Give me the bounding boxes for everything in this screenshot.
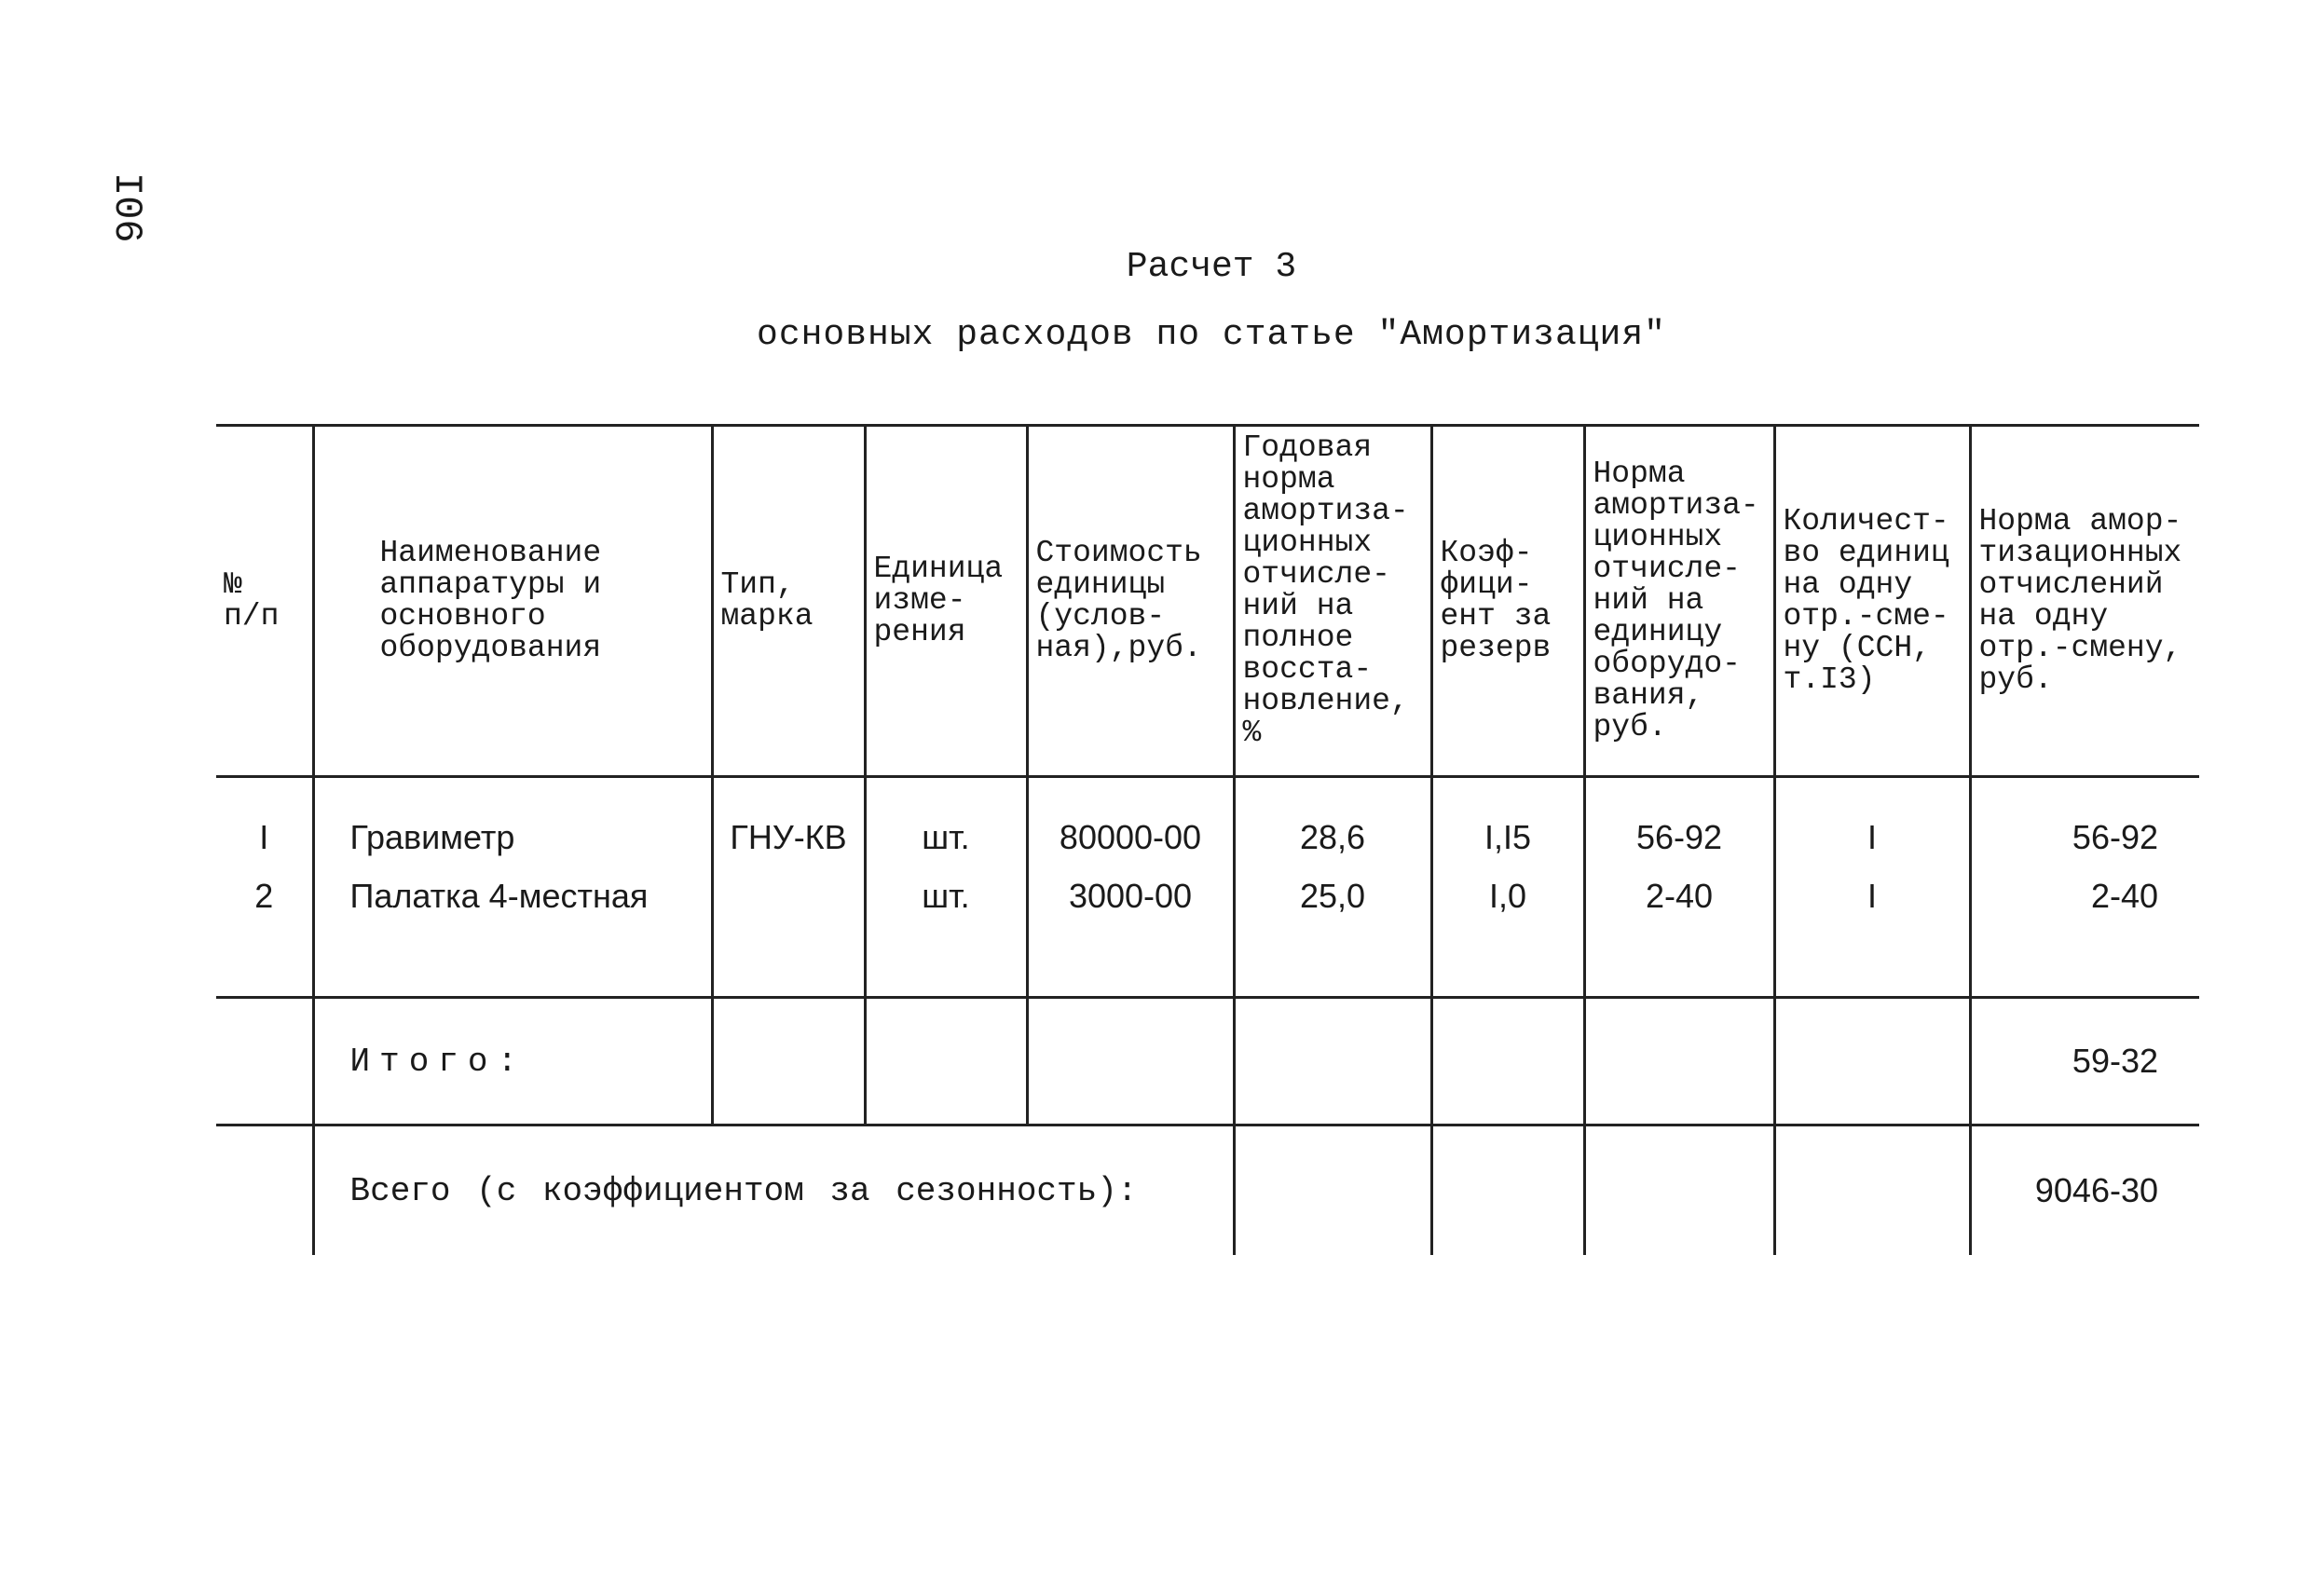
cell-num: I bbox=[216, 777, 313, 878]
amortization-table bbox=[216, 424, 2199, 1255]
cell-empty bbox=[1234, 1125, 1431, 1256]
cell-rate: 25,0 bbox=[1234, 877, 1431, 998]
cell-empty bbox=[1431, 1125, 1584, 1256]
cell-unit: шт. bbox=[865, 877, 1027, 998]
grand-total-value: 9046-30 bbox=[1970, 1125, 2199, 1256]
cell-empty bbox=[1431, 998, 1584, 1125]
cell-norm-unit: 2-40 bbox=[1584, 877, 1774, 998]
cell-rate: 28,6 bbox=[1234, 777, 1431, 878]
cell-qty: I bbox=[1774, 877, 1970, 998]
total-value: 59-32 bbox=[1970, 998, 2199, 1125]
cell-type bbox=[712, 877, 865, 998]
document-title: Расчет 3 bbox=[1126, 247, 1297, 287]
cell-empty bbox=[1234, 998, 1431, 1125]
total-label: Итого: bbox=[313, 998, 712, 1125]
document-subtitle: основных расходов по статье "Амортизация" bbox=[757, 315, 1666, 355]
header-cost: Стоимость единицы (услов- ная),руб. bbox=[1027, 426, 1234, 777]
cell-empty bbox=[1774, 998, 1970, 1125]
cell-empty bbox=[1027, 998, 1234, 1125]
cell-norm-unit: 56-92 bbox=[1584, 777, 1774, 878]
cell-num: 2 bbox=[216, 877, 313, 998]
cell-unit: шт. bbox=[865, 777, 1027, 878]
header-unit: Единица изме- рения bbox=[865, 426, 1027, 777]
header-annual-rate: Годовая норма амортиза- ционных отчисле- ний на полное восста- новление, % bbox=[1234, 426, 1431, 777]
header-num: № п/п bbox=[216, 426, 313, 777]
grand-total-label: Всего (с коэффициентом за сезонность): bbox=[313, 1125, 1234, 1256]
cell-empty bbox=[1584, 1125, 1774, 1256]
page-number: I06 bbox=[104, 172, 149, 243]
cell-name: Гравиметр bbox=[313, 777, 712, 878]
cell-norm-shift: 56-92 bbox=[1970, 777, 2199, 878]
cell-coef: I,I5 bbox=[1431, 777, 1584, 878]
cell-empty bbox=[216, 998, 313, 1125]
cell-cost: 3000-00 bbox=[1027, 877, 1234, 998]
table-row bbox=[216, 777, 2199, 878]
cell-empty bbox=[1584, 998, 1774, 1125]
cell-name: Палатка 4-местная bbox=[313, 877, 712, 998]
table-header-row bbox=[216, 426, 2199, 777]
cell-coef: I,0 bbox=[1431, 877, 1584, 998]
total-row bbox=[216, 998, 2199, 1125]
cell-cost: 80000-00 bbox=[1027, 777, 1234, 878]
header-coefficient: Коэф- фици- ент за резерв bbox=[1431, 426, 1584, 777]
table-row bbox=[216, 877, 2199, 998]
cell-qty: I bbox=[1774, 777, 1970, 878]
header-quantity: Количест- во единиц на одну отр.-сме- ну (ССН, т.I3) bbox=[1774, 426, 1970, 777]
cell-norm-shift: 2-40 bbox=[1970, 877, 2199, 998]
header-type: Тип, марка bbox=[712, 426, 865, 777]
cell-empty bbox=[216, 1125, 313, 1256]
cell-empty bbox=[712, 998, 865, 1125]
cell-empty bbox=[865, 998, 1027, 1125]
grand-total-row bbox=[216, 1125, 2199, 1256]
cell-type: ГНУ-КВ bbox=[712, 777, 865, 878]
header-norm-per-shift: Норма амор- тизационных отчислений на одну отр.-смену, руб. bbox=[1970, 426, 2199, 777]
header-norm-per-unit: Норма амортиза- ционных отчисле- ний на единицу оборудо- вания, руб. bbox=[1584, 426, 1774, 777]
cell-empty bbox=[1774, 1125, 1970, 1256]
header-name: Наименование аппаратуры и основного оборудования bbox=[313, 426, 712, 777]
